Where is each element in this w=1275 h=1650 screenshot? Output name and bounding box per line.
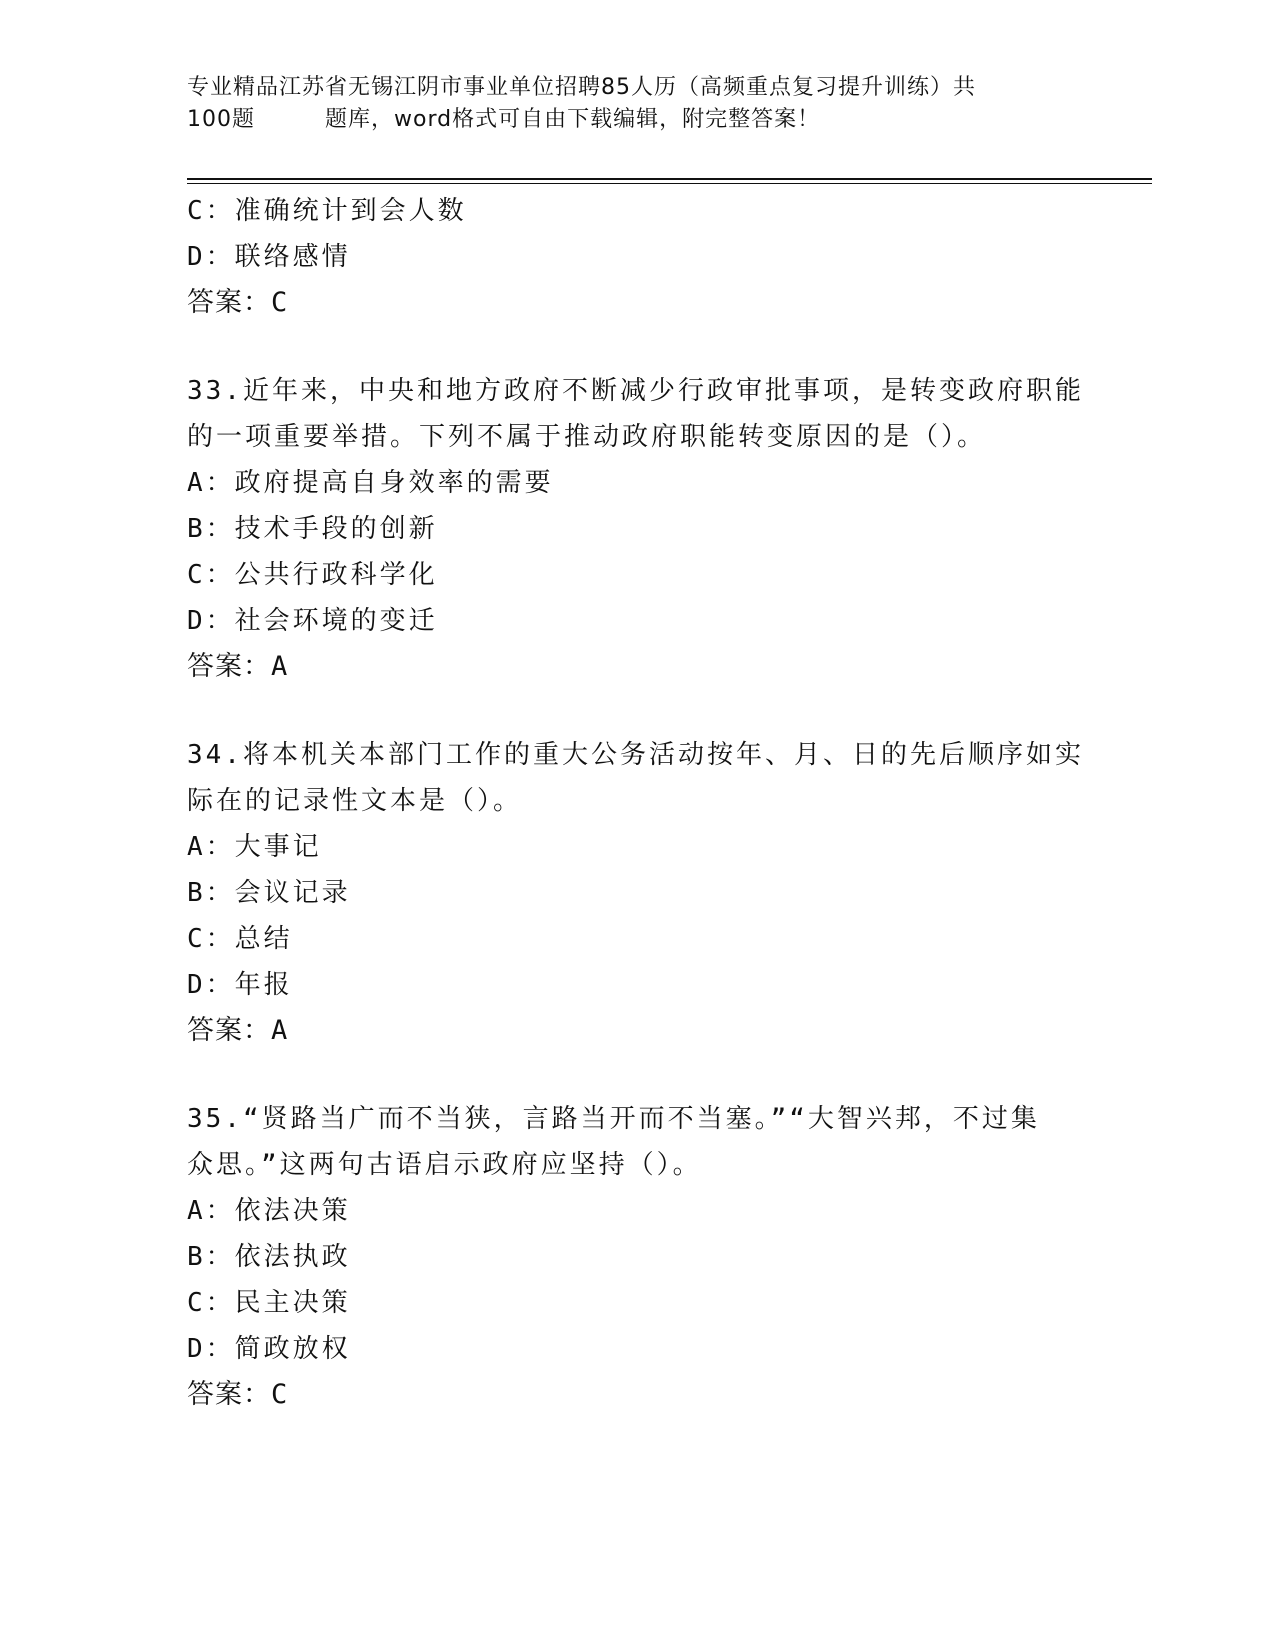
header-description: 题库，word格式可自由下载编辑，附完整答案！	[325, 107, 821, 132]
option-item: D：社会环境的变迁	[187, 606, 438, 636]
question-stem: 际在的记录性文本是（）。	[187, 786, 523, 816]
answer-line	[187, 1008, 1087, 1054]
answer-label: 答案：	[187, 651, 271, 682]
question-content	[187, 188, 1087, 1418]
option-item: B：技术手段的创新	[187, 514, 438, 544]
header-rule-thick	[187, 178, 1152, 180]
option-item: A：政府提高自身效率的需要	[187, 468, 554, 498]
option-item: D：年报	[187, 970, 293, 1000]
header-title-line-1: 专业精品江苏省无锡江阴市事业单位招聘85人历（高频重点复习提升训练）共	[187, 75, 976, 100]
header-count: 100题	[187, 107, 255, 132]
question-stem: 的一项重要举措。下列不属于推动政府职能转变原因的是（）。	[187, 422, 987, 452]
question-block-34	[187, 732, 1087, 1054]
question-block-35	[187, 1096, 1087, 1418]
option-item: B：会议记录	[187, 878, 351, 908]
option-item: D：联络感情	[187, 242, 351, 272]
page-header	[187, 72, 1067, 136]
answer-label: 答案：	[187, 1379, 271, 1410]
answer-label: 答案：	[187, 1015, 271, 1046]
answer-value: A	[271, 651, 289, 682]
option-item: A：依法决策	[187, 1196, 351, 1226]
answer-line	[187, 644, 1087, 690]
option-item: D：简政放权	[187, 1334, 351, 1364]
option-item: C：总结	[187, 924, 293, 954]
answer-line	[187, 1372, 1087, 1418]
answer-value: A	[271, 1015, 289, 1046]
question-stem: 35.“贤路当广而不当狭，言路当开而不当塞。”“大智兴邦，不过集	[187, 1104, 1040, 1134]
question-stem: 33.近年来，中央和地方政府不断减少行政审批事项，是转变政府职能	[187, 376, 1084, 406]
answer-label: 答案：	[187, 287, 271, 318]
option-item: A：大事记	[187, 832, 322, 862]
question-block-33	[187, 368, 1087, 690]
question-stem: 众思。”这两句古语启示政府应坚持（）。	[187, 1150, 702, 1180]
question-stem: 34.将本机关本部门工作的重大公务活动按年、月、日的先后顺序如实	[187, 740, 1084, 770]
option-item: C：民主决策	[187, 1288, 351, 1318]
option-item: C：准确统计到会人数	[187, 196, 467, 226]
answer-value: C	[271, 287, 289, 318]
header-title-line-2	[187, 104, 1067, 136]
option-item: C：公共行政科学化	[187, 560, 438, 590]
answer-line	[187, 280, 1087, 326]
answer-value: C	[271, 1379, 289, 1410]
header-rule-thin	[187, 183, 1152, 184]
option-item: B：依法执政	[187, 1242, 351, 1272]
